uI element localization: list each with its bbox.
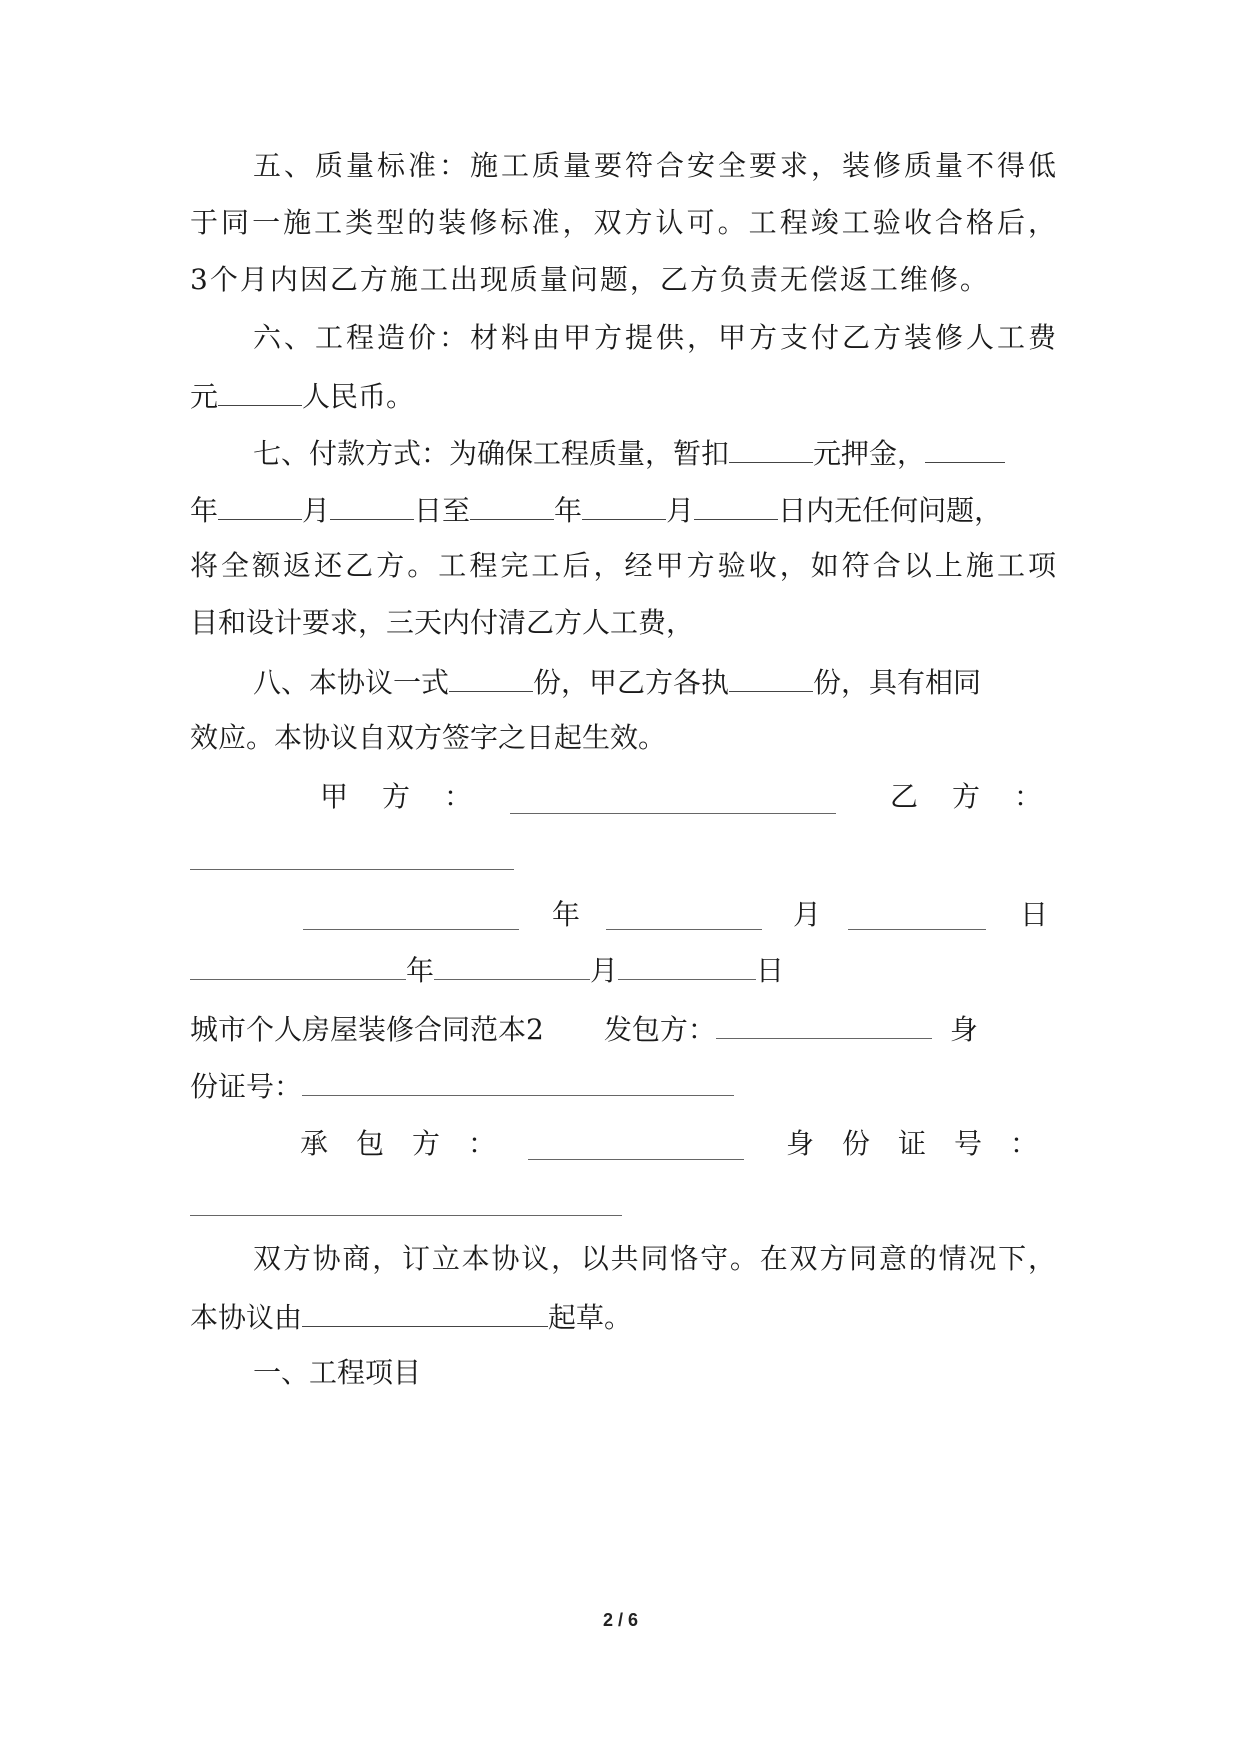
party-b-label: 乙方：: [890, 780, 1077, 813]
deposit-label: 元押金，: [813, 437, 926, 470]
contract2-intro-line-1: 双方协商，订立本协议，以共同恪守。在双方同意的情况下，: [253, 1242, 1056, 1275]
employer-id-blank: [302, 1067, 734, 1096]
employer-label: 发包方：: [603, 1013, 716, 1046]
employer-name-blank: [716, 1010, 932, 1039]
party-a-date-month-line: [606, 928, 762, 930]
copies-intro: 八、本协议一式: [253, 666, 450, 699]
end-day-label: 日内无任何问题，: [778, 494, 1003, 527]
drafter-blank: [302, 1296, 548, 1327]
clause-quality-line-2: 于同一施工类型的装修标准，双方认可。工程竣工验收合格后，: [190, 206, 1056, 239]
contractor-id-label: 身份证号：: [786, 1127, 1067, 1160]
clause-payment-line-3: 将全额返还乙方。工程完工后，经甲方验收，如符合以上施工项: [190, 549, 1056, 582]
drafter-prefix: 本协议由: [190, 1301, 303, 1334]
party-a-signature-line: [510, 812, 836, 814]
copies-effect-label: 份，具有相同: [813, 666, 982, 699]
party-b-year-label: 年: [406, 954, 435, 987]
party-a-date-day-line: [848, 928, 986, 930]
party-b-date-line: [190, 951, 1056, 991]
clause-quality-line-1: 五、质量标准：施工质量要符合安全要求，装修质量不得低: [253, 149, 1056, 182]
start-year-blank: [925, 432, 1005, 463]
contractor-label: 承包方：: [300, 1127, 525, 1160]
party-a-label: 甲方：: [320, 780, 507, 813]
employer-id-label: 份证号：: [190, 1070, 303, 1103]
party-b-date-day-line: [618, 951, 756, 980]
party-a-day-label: 日: [1020, 898, 1049, 931]
clause-payment-line-1: [253, 432, 1056, 472]
end-year-blank: [470, 489, 554, 520]
employer-id-line: [190, 1067, 1056, 1107]
clause-copies-line-1: [253, 661, 1056, 701]
clause-payment-line-4: 目和设计要求，三天内付清乙方人工费，: [190, 606, 695, 639]
party-a-month-label: 月: [793, 898, 822, 931]
copies-each-blank: [729, 661, 813, 692]
start-day-to-label: 日至: [414, 494, 471, 527]
party-a-year-label: 年: [552, 898, 581, 931]
start-day-blank: [330, 489, 414, 520]
start-month-blank: [218, 489, 302, 520]
clause-cost-line-2: [190, 375, 1056, 415]
party-b-date-month-line: [434, 951, 590, 980]
start-year-label: 年: [190, 494, 219, 527]
party-b-day-label: 日: [756, 954, 785, 987]
end-month-blank: [582, 489, 666, 520]
contractor-id-line: [190, 1214, 622, 1216]
clause-copies-line-2: 效应。本协议自双方签字之日起生效。: [190, 721, 667, 754]
copies-total-blank: [449, 661, 533, 692]
page-number: 2 / 6: [602, 1610, 639, 1630]
cost-rmb-label: 人民币。: [302, 380, 415, 413]
end-day-blank: [694, 489, 778, 520]
party-b-date-year-line: [190, 951, 406, 980]
payment-intro: 七、付款方式：为确保工程质量，暂扣: [253, 437, 730, 470]
party-b-signature-line: [190, 868, 514, 870]
contract2-heading: 城市个人房屋装修合同范本2: [190, 1013, 544, 1046]
party-b-month-label: 月: [590, 954, 619, 987]
contract2-intro-line-2: [190, 1296, 1056, 1336]
cost-amount-blank: [218, 375, 302, 406]
contractor-name-line: [528, 1158, 744, 1160]
contract2-header-line: [190, 1010, 1056, 1050]
end-year-label: 年: [554, 494, 583, 527]
party-a-date-year-line: [303, 928, 519, 930]
start-month-label: 月: [302, 494, 331, 527]
cost-currency-label: 元: [190, 380, 219, 413]
clause-cost-line-1: 六、工程造价：材料由甲方提供，甲方支付乙方装修人工费: [253, 321, 1056, 354]
copies-each-label: 份，甲乙方各执: [533, 666, 730, 699]
clause-quality-line-3: 3个月内因乙方施工出现质量问题，乙方负责无偿返工维修。: [190, 263, 990, 296]
employer-id-label-start: 身: [949, 1013, 978, 1046]
clause-payment-line-2: [190, 489, 1056, 529]
drafter-suffix: 起草。: [548, 1301, 633, 1334]
end-month-label: 月: [666, 494, 695, 527]
section-project-heading: 一、工程项目: [253, 1356, 422, 1389]
deposit-amount-blank: [729, 432, 813, 463]
